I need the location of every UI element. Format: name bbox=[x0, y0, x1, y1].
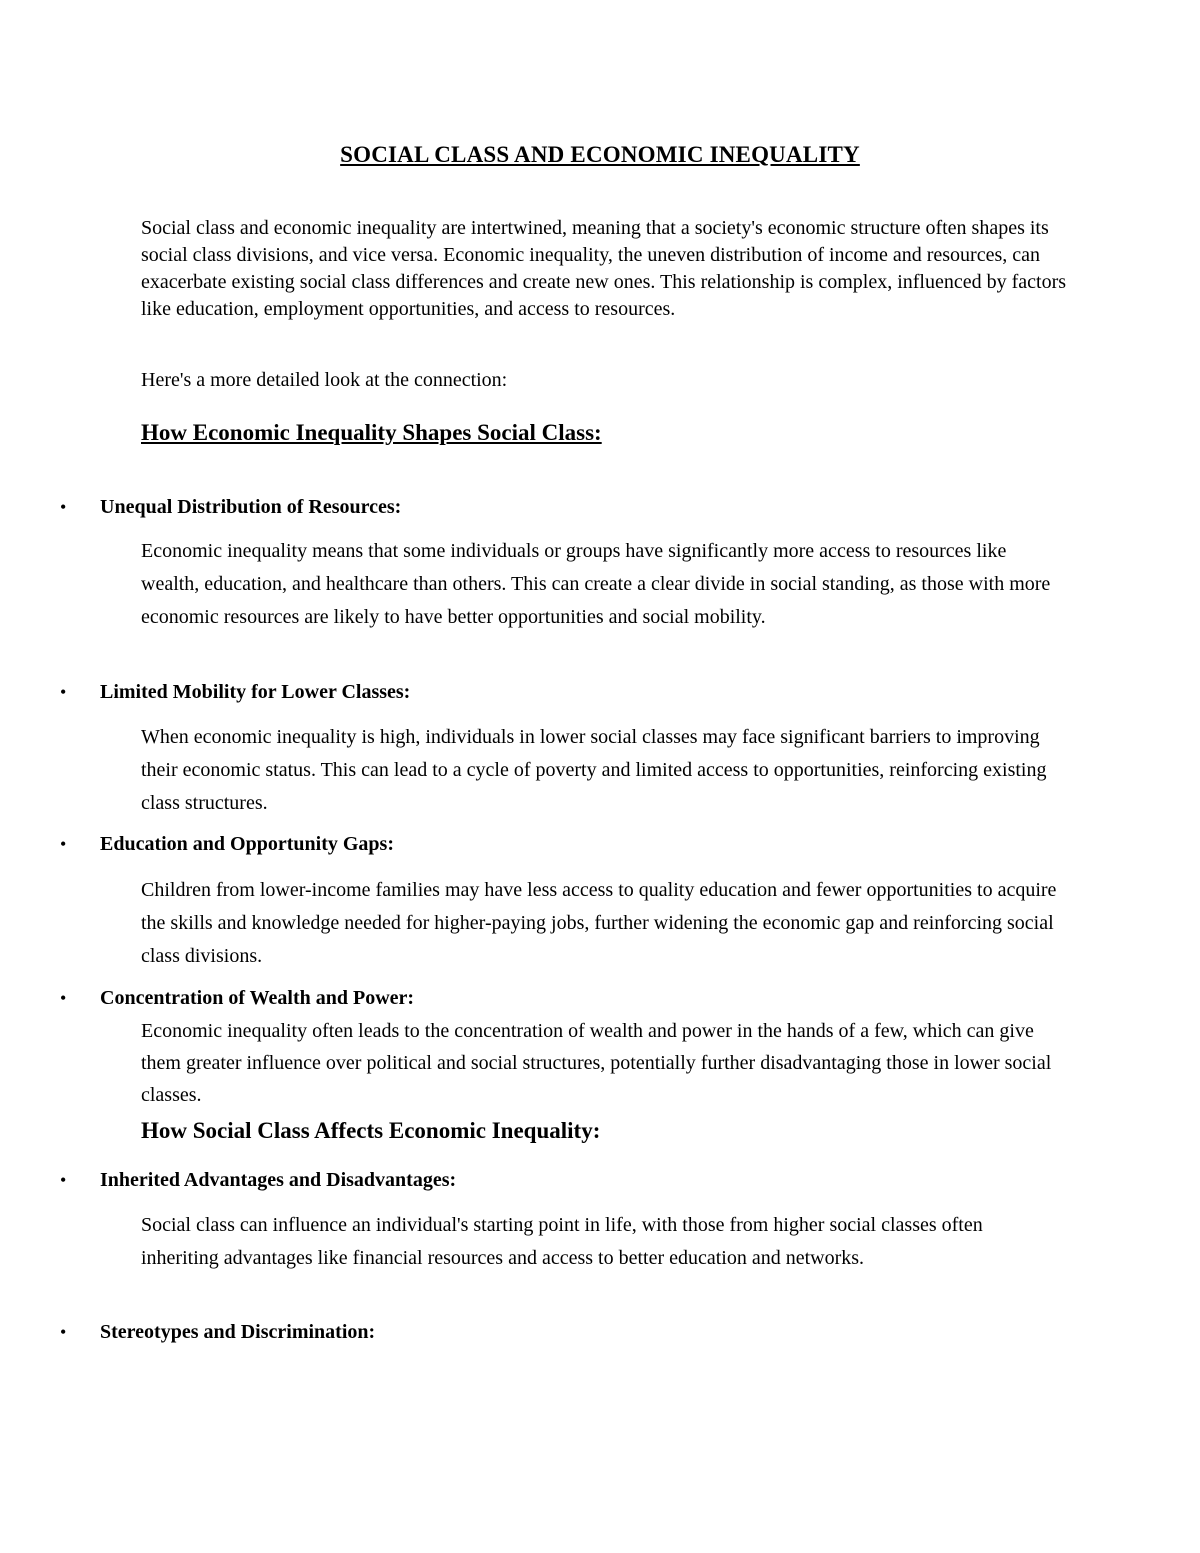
bullet-title: Unequal Distribution of Resources: bbox=[100, 496, 402, 518]
bullet-icon: • bbox=[60, 1322, 67, 1342]
lead-sentence: Here's a more detailed look at the connection: bbox=[141, 369, 508, 391]
bullet-icon: • bbox=[60, 988, 67, 1008]
bullet-icon: • bbox=[60, 834, 67, 854]
list-item-title bbox=[60, 1319, 375, 1346]
bullet-title: Concentration of Wealth and Power: bbox=[100, 987, 415, 1009]
list-item-title bbox=[60, 985, 414, 1012]
document-title: SOCIAL CLASS AND ECONOMIC INEQUALITY bbox=[340, 142, 860, 167]
bullet-paragraph: Social class can influence an individual's starting point in life, with those from higher social classes often inheriting advantages like financial resources and access to better education and networks. bbox=[141, 1214, 983, 1269]
bullet-icon: • bbox=[60, 497, 67, 517]
bullet-title: Stereotypes and Discrimination: bbox=[100, 1321, 376, 1343]
list-item-title bbox=[60, 679, 410, 706]
bullet-title: Education and Opportunity Gaps: bbox=[100, 833, 394, 855]
list-item-title bbox=[60, 831, 394, 858]
list-item-title bbox=[60, 1167, 456, 1194]
bullet-title: Inherited Advantages and Disadvantages: bbox=[100, 1169, 457, 1191]
bullet-icon: • bbox=[60, 682, 67, 702]
bullet-paragraph: Economic inequality means that some individuals or groups have significantly more access to resources like wealth, education, and healthcare than others. This can create a clear divide in social standing, as those with more economic resources are likely to have better opportunities and social mobility. bbox=[141, 540, 1051, 628]
bullet-title: Limited Mobility for Lower Classes: bbox=[100, 681, 411, 703]
section-1-heading: How Economic Inequality Shapes Social Class: bbox=[141, 420, 602, 445]
bullet-icon: • bbox=[60, 1170, 67, 1190]
intro-paragraph: Social class and economic inequality are intertwined, meaning that a society's economic structure often shapes its social class divisions, and vice versa. Economic inequality, the uneven distribution of income and resources, can exacerbate existing social class differences and create new ones. This relationship is complex, influenced by factors like education, employment opportunities, and access to resources. bbox=[141, 217, 1067, 320]
bullet-paragraph: Economic inequality often leads to the concentration of wealth and power in the hands of a few, which can give them greater influence over political and social structures, potentially further disadvantaging those in lower social classes. bbox=[141, 1020, 1052, 1106]
bullet-paragraph: Children from lower-income families may have less access to quality education and fewer opportunities to acquire the skills and knowledge needed for higher-paying jobs, further widening the economic gap and reinforcing social class divisions. bbox=[141, 879, 1057, 967]
list-item-title bbox=[60, 494, 401, 521]
section-2-heading: How Social Class Affects Economic Inequality: bbox=[141, 1118, 601, 1143]
bullet-paragraph: When economic inequality is high, individuals in lower social classes may face significant barriers to improving their economic status. This can lead to a cycle of poverty and limited access to opportunities, reinforcing existing class structures. bbox=[141, 726, 1047, 814]
